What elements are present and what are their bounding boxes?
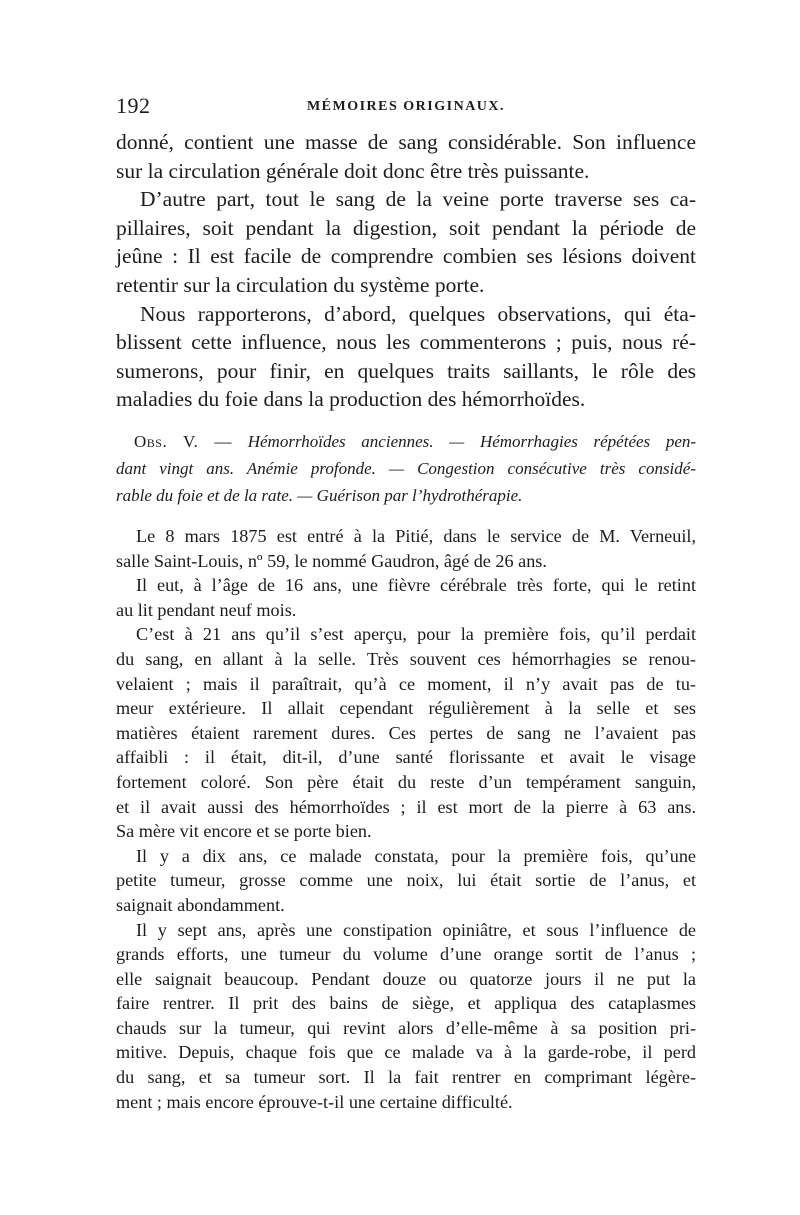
text-line: D’autre part, tout le sang de la veine porte traverse ses ca-	[140, 187, 696, 212]
observation-title-line	[116, 428, 696, 455]
observation-title-line: dant vingt ans. Anémie profonde. — Congestion consécutive très considé-	[116, 459, 696, 478]
running-head	[116, 93, 696, 123]
page-number: 192	[116, 93, 151, 118]
intro-text	[116, 128, 696, 414]
text-line: C’est à 21 ans qu’il s’est aperçu, pour la première fois, qu’il perdait	[136, 624, 696, 645]
text-line: Il eut, à l’âge de 16 ans, une fièvre cérébrale très forte, qui le retint	[136, 575, 696, 596]
case-body	[116, 524, 696, 1114]
text-line: meur extérieure. Il allait cependant régulièrement à la selle et ses	[116, 698, 696, 719]
text-line: faire rentrer. Il prit des bains de siège, et appliqua des cataplasmes	[116, 993, 696, 1014]
text-line: Nous rapporterons, d’abord, quelques observations, qui éta-	[140, 301, 696, 326]
text-line: Sa mère vit encore et se porte bien.	[116, 821, 372, 842]
text-line: jeûne : Il est facile de comprendre combien ses lésions doivent	[116, 244, 696, 269]
text-line: sumerons, pour finir, en quelques traits saillants, le rôle des	[116, 358, 696, 383]
text-line: Il y a dix ans, ce malade constata, pour la première fois, qu’une	[136, 845, 696, 866]
text-line: pillaires, soit pendant la digestion, soit pendant la période de	[116, 215, 696, 240]
text-line: chauds sur la tumeur, qui revint alors d’elle-même à sa position pri-	[116, 1017, 696, 1038]
text-line: et il avait aussi des hémorrhoïdes ; il est mort de la pierre à 63 ans.	[116, 796, 696, 817]
text-line: donné, contient une masse de sang considérable. Son influence	[116, 130, 696, 154]
text-line: elle saignait beaucoup. Pendant douze ou quatorze jours il ne put la	[116, 968, 696, 989]
text-line: Le 8 mars 1875 est entré à la Pitié, dans le service de M. Verneuil,	[136, 526, 696, 546]
text-line: affaibli : il était, dit-il, d’une santé florissante et avait le visage	[116, 747, 696, 768]
observation-title: Hémorrhoïdes anciennes. — Hémorrhagies répétées pen-	[247, 432, 697, 451]
text-line: salle Saint-Louis, nº 59, le nommé Gaudron, âgé de 26 ans.	[116, 550, 547, 571]
text-line: saignait abondamment.	[116, 894, 285, 915]
observation-title-line: rable du foie et de la rate. — Guérison par l’hydrothérapie.	[116, 486, 523, 505]
text-line: fortement coloré. Son père était du reste d’un tempérament sanguin,	[116, 771, 696, 792]
text-line: du sang, et sa tumeur sort. Il la fait rentrer en comprimant légère-	[116, 1067, 696, 1088]
text-line: blissent cette influence, nous les commenterons ; puis, nous ré-	[116, 330, 696, 355]
text-line: grands efforts, une tumeur du volume d’une orange sortit de l’anus ;	[116, 944, 696, 965]
text-line: maladies du foie dans la production des hémorrhoïdes.	[116, 387, 586, 412]
text-line: petite tumeur, grosse comme une noix, lui était sortie de l’anus, et	[116, 870, 696, 891]
observation-label: Obs. V. —	[134, 432, 233, 451]
text-line: au lit pendant neuf mois.	[116, 599, 297, 620]
text-line: ment ; mais encore éprouve-t-il une certaine difficulté.	[116, 1091, 513, 1112]
text-line: retentir sur la circulation du système porte.	[116, 272, 485, 297]
text-line: Il y sept ans, après une constipation opiniâtre, et sous l’influence de	[136, 919, 696, 940]
text-line: sur la circulation générale doit donc être très puissante.	[116, 158, 590, 183]
text-line: mitive. Depuis, chaque fois que ce malade va à la garde-robe, il perd	[116, 1042, 696, 1063]
observation-heading	[116, 428, 696, 509]
header-title: MÉMOIRES ORIGINAUX.	[306, 99, 506, 114]
text-line: matières étaient rarement dures. Ces pertes de sang ne l’avaient pas	[116, 722, 696, 743]
text-line: velaient ; mais il paraîtrait, qu’à ce moment, il n’y avait pas de tu-	[116, 673, 696, 694]
text-line: du sang, en allant à la selle. Très souvent ces hémorrhagies se renou-	[116, 648, 696, 669]
